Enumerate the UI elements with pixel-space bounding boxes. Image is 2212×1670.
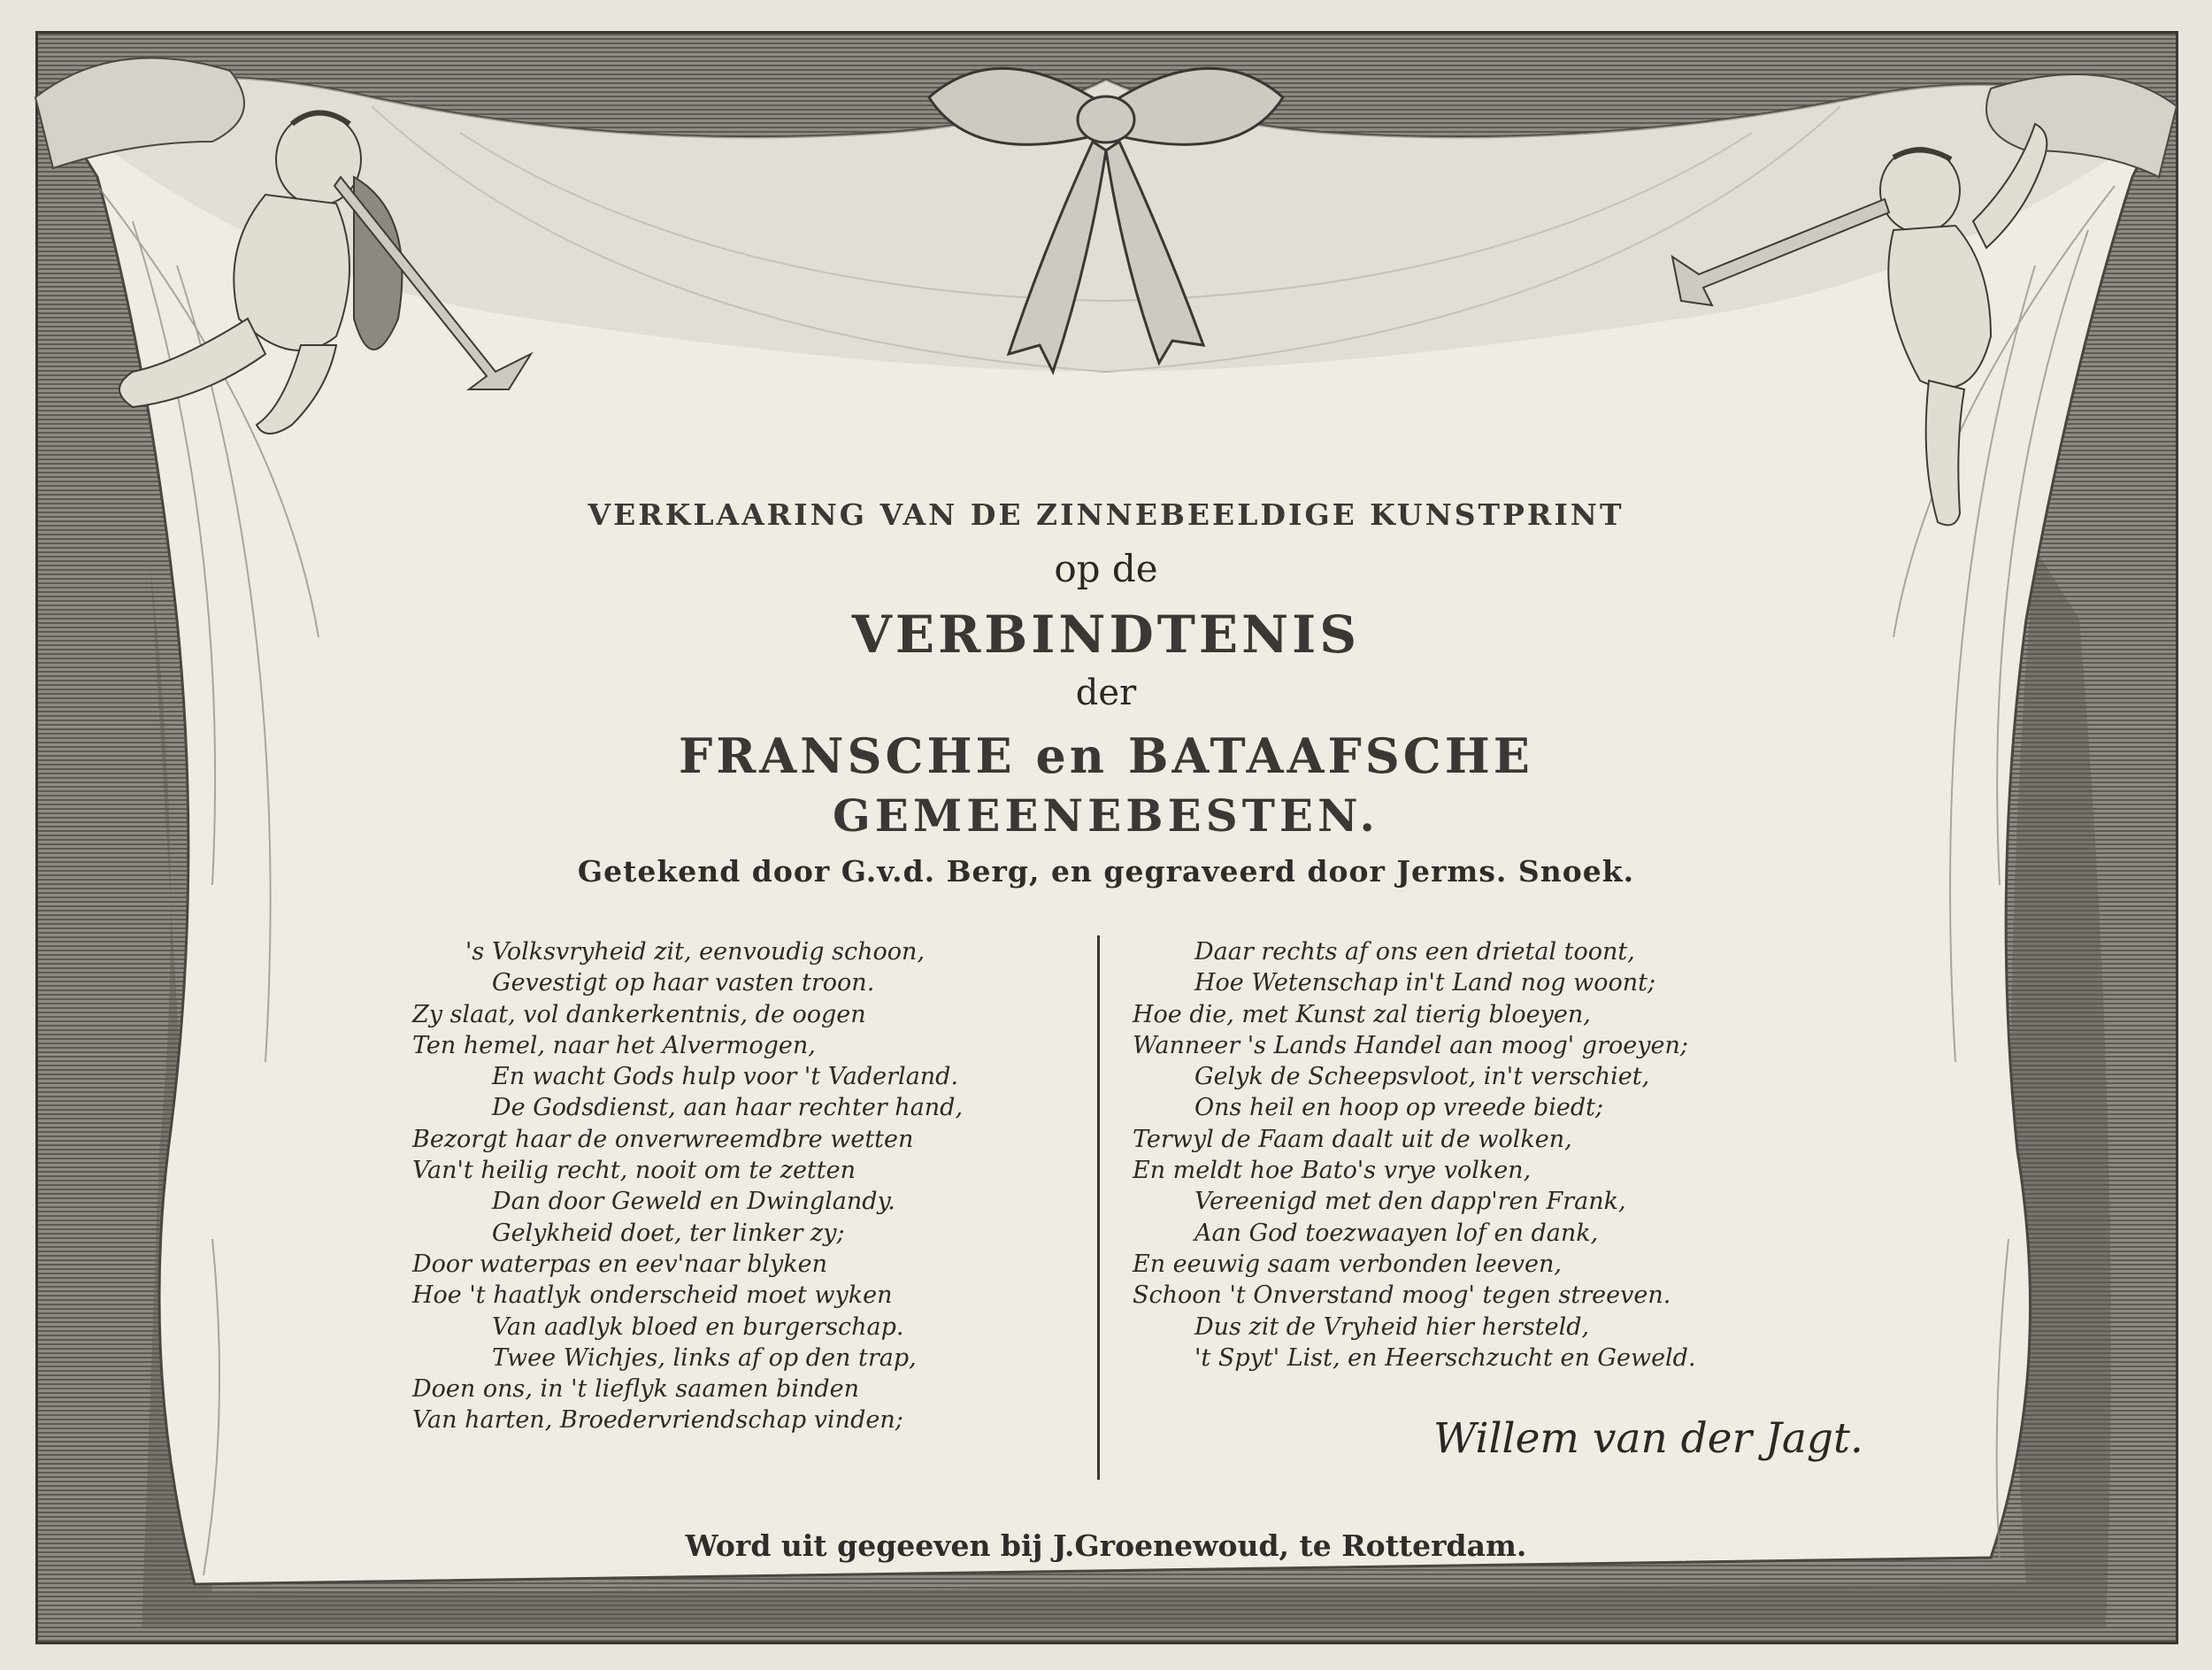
poem-line: Terwyl de Faam daalt uit de wolken,: [1133, 1125, 1572, 1153]
poem-line: Door waterpas en eev'naar blyken: [412, 1250, 827, 1278]
poem-line: Hoe die, met Kunst zal tierig bloeyen,: [1133, 1000, 1591, 1028]
column-divider: [1097, 935, 1100, 1480]
poem-line: Gevestigt op haar vasten troon.: [492, 969, 875, 997]
title-line-2: op de: [1054, 547, 1158, 590]
poem-line: Zy slaat, vol dankerkentnis, de oogen: [412, 1000, 866, 1028]
author-signature: Willem van der Jagt.: [1433, 1414, 1863, 1463]
poem-line: Van't heilig recht, nooit om te zetten: [412, 1157, 856, 1185]
poem-line: Van aadlyk bloed en burgerschap.: [492, 1312, 904, 1341]
publisher-line: Word uit gegeeven bij J.Groenewoud, te Rotterdam.: [685, 1528, 1527, 1563]
poem-line: Ten hemel, naar het Alvermogen,: [412, 1031, 816, 1059]
poem-left-column: [412, 936, 1085, 1436]
poem-line: Ons heil en hoop op vreede biedt;: [1194, 1094, 1604, 1122]
title-line-3: VERBINDTENIS: [851, 604, 1361, 665]
title-line-5: FRANSCHE en BATAAFSCHE: [679, 727, 1533, 784]
poem-line: Hoe Wetenschap in't Land nog woont;: [1194, 969, 1656, 997]
poem-line: En wacht Gods hulp voor 't Vaderland.: [492, 1063, 959, 1091]
poem-line: En eeuwig saam verbonden leeven,: [1133, 1250, 1562, 1278]
poem-line: Bezorgt haar de onverwreemdbre wetten: [412, 1125, 914, 1153]
poem-line: Daar rechts af ons een drietal toont,: [1194, 938, 1635, 966]
poem-line: Dan door Geweld en Dwinglandy.: [492, 1188, 895, 1216]
title-line-1: VERKLAARING VAN DE ZINNEBEELDIGE KUNSTPRINT: [588, 497, 1624, 532]
poem-line: 't Spyt' List, en Heerschzucht en Geweld.: [1194, 1343, 1696, 1372]
poem-line: Van harten, Broedervriendschap vinden;: [412, 1406, 903, 1435]
poem-line: Doen ons, in 't lieflyk saamen binden: [412, 1375, 859, 1404]
poem-line: Hoe 't haatlyk onderscheid moet wyken: [412, 1281, 893, 1310]
poem-right-column: [1133, 936, 1840, 1374]
poem-line: Gelykheid doet, ter linker zy;: [492, 1219, 845, 1247]
title-line-6: GEMEENEBESTEN.: [833, 789, 1379, 842]
poem-line: Twee Wichjes, links af op den trap,: [492, 1343, 917, 1372]
poem-line: De Godsdienst, aan haar rechter hand,: [492, 1094, 964, 1122]
credit-line: Getekend door G.v.d. Berg, en gegraveerd door Jerms. Snoek.: [577, 854, 1635, 889]
poem-line: Wanneer 's Lands Handel aan moog' groeyen;: [1133, 1031, 1688, 1059]
title-line-4: der: [1075, 673, 1137, 713]
poem-line: Aan God toezwaayen lof en dank,: [1194, 1219, 1599, 1247]
poem-line: En meldt hoe Bato's vrye volken,: [1133, 1157, 1532, 1185]
poem-line: Schoon 't Onverstand moog' tegen streeven.: [1133, 1281, 1671, 1310]
poem-line: Vereenigd met den dapp'ren Frank,: [1194, 1188, 1626, 1216]
poem-line: 's Volksvryheid zit, eenvoudig schoon,: [465, 938, 926, 966]
poem-line: Dus zit de Vryheid hier hersteld,: [1194, 1312, 1590, 1341]
poem-line: Gelyk de Scheepsvloot, in't verschiet,: [1194, 1063, 1650, 1091]
